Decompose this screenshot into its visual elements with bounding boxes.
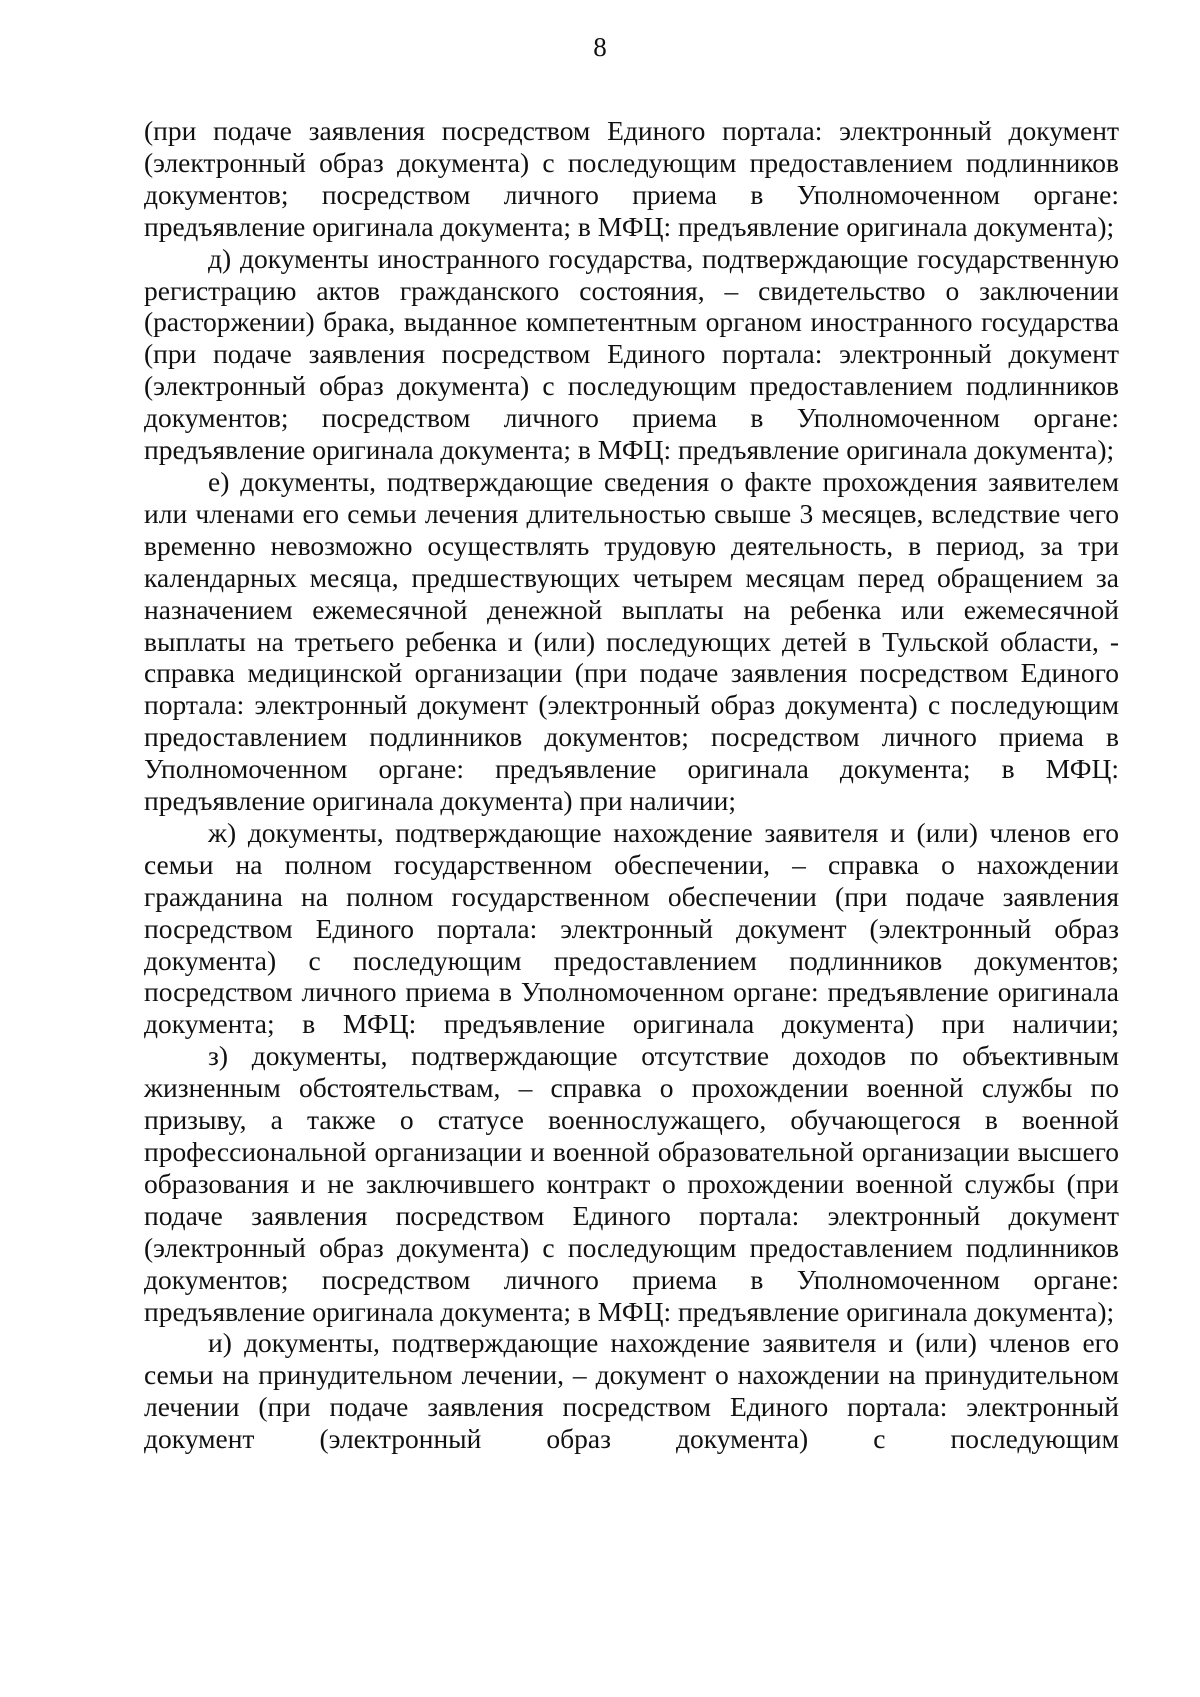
paragraph-item-z: з) документы, подтверждающие отсутствие доходов по объективным жизненным обстоятельствам, – справка о прохождении военной службы по призыву, а также о статусе военнослужащего, обучающегося в военной профессиональной организации и военной образовательной организации высшего образования и не заключившего контракт о прохождении военной службы (при подаче заявления посредством Единого портала: электронный документ (электронный образ документа) с последующим предоставлением подлинников документов; посредством личного приема в Уполномоченном органе: предъявление оригинала документа; в МФЦ: предъявление оригинала документа); bbox=[144, 1040, 1119, 1327]
paragraph-item-e: е) документы, подтверждающие сведения о факте прохождения заявителем или членами его семьи лечения длительностью свыше 3 месяцев, вследствие чего временно невозможно осуществлять трудовую деятельность, в период, за три календарных месяца, предшествующих четырем месяцам перед обращением за назначением ежемесячной денежной выплаты на ребенка или ежемесячной выплаты на третьего ребенка и (или) последующих детей в Тульской области, - справка медицинской организации (при подаче заявления посредством Единого портала: электронный документ (электронный образ документа) с последующим предоставлением подлинников документов; посредством личного приема в Уполномоченном органе: предъявление оригинала документа; в МФЦ: предъявление оригинала документа) при наличии; bbox=[144, 465, 1119, 817]
document-body bbox=[144, 115, 1119, 1455]
page-number: 8 bbox=[593, 32, 607, 62]
paragraph-item-zh: ж) документы, подтверждающие нахождение заявителя и (или) членов его семьи на полном государственном обеспечении, – справка о нахождении гражданина на полном государственном обеспечении (при подаче заявления посредством Единого портала: электронный документ (электронный образ документа) с последующим предоставлением подлинников документов; посредством личного приема в Уполномоченном органе: предъявление оригинала документа; в МФЦ: предъявление оригинала документа) при наличии; bbox=[144, 816, 1119, 1040]
paragraph-item-i: и) документы, подтверждающие нахождение заявителя и (или) членов его семьи на принудительном лечении, – документ о нахождении на принудительном лечении (при подаче заявления посредством Единого портала: электронный документ (электронный образ документа) с последующим bbox=[144, 1327, 1119, 1455]
paragraph-item-d: д) документы иностранного государства, подтверждающие государственную регистрацию актов гражданского состояния, – свидетельство о заключении (расторжении) брака, выданное компетентным органом иностранного государства (при подаче заявления посредством Единого портала: электронный документ (электронный образ документа) с последующим предоставлением подлинников документов; посредством личного приема в Уполномоченном органе: предъявление оригинала документа; в МФЦ: предъявление оригинала документа); bbox=[144, 242, 1119, 466]
paragraph-continuation: (при подаче заявления посредством Единого портала: электронный документ (электронный образ документа) с последующим предоставлением подлинников документов; посредством личного приема в Уполномоченном органе: предъявление оригинала документа; в МФЦ: предъявление оригинала документа); bbox=[144, 115, 1119, 242]
